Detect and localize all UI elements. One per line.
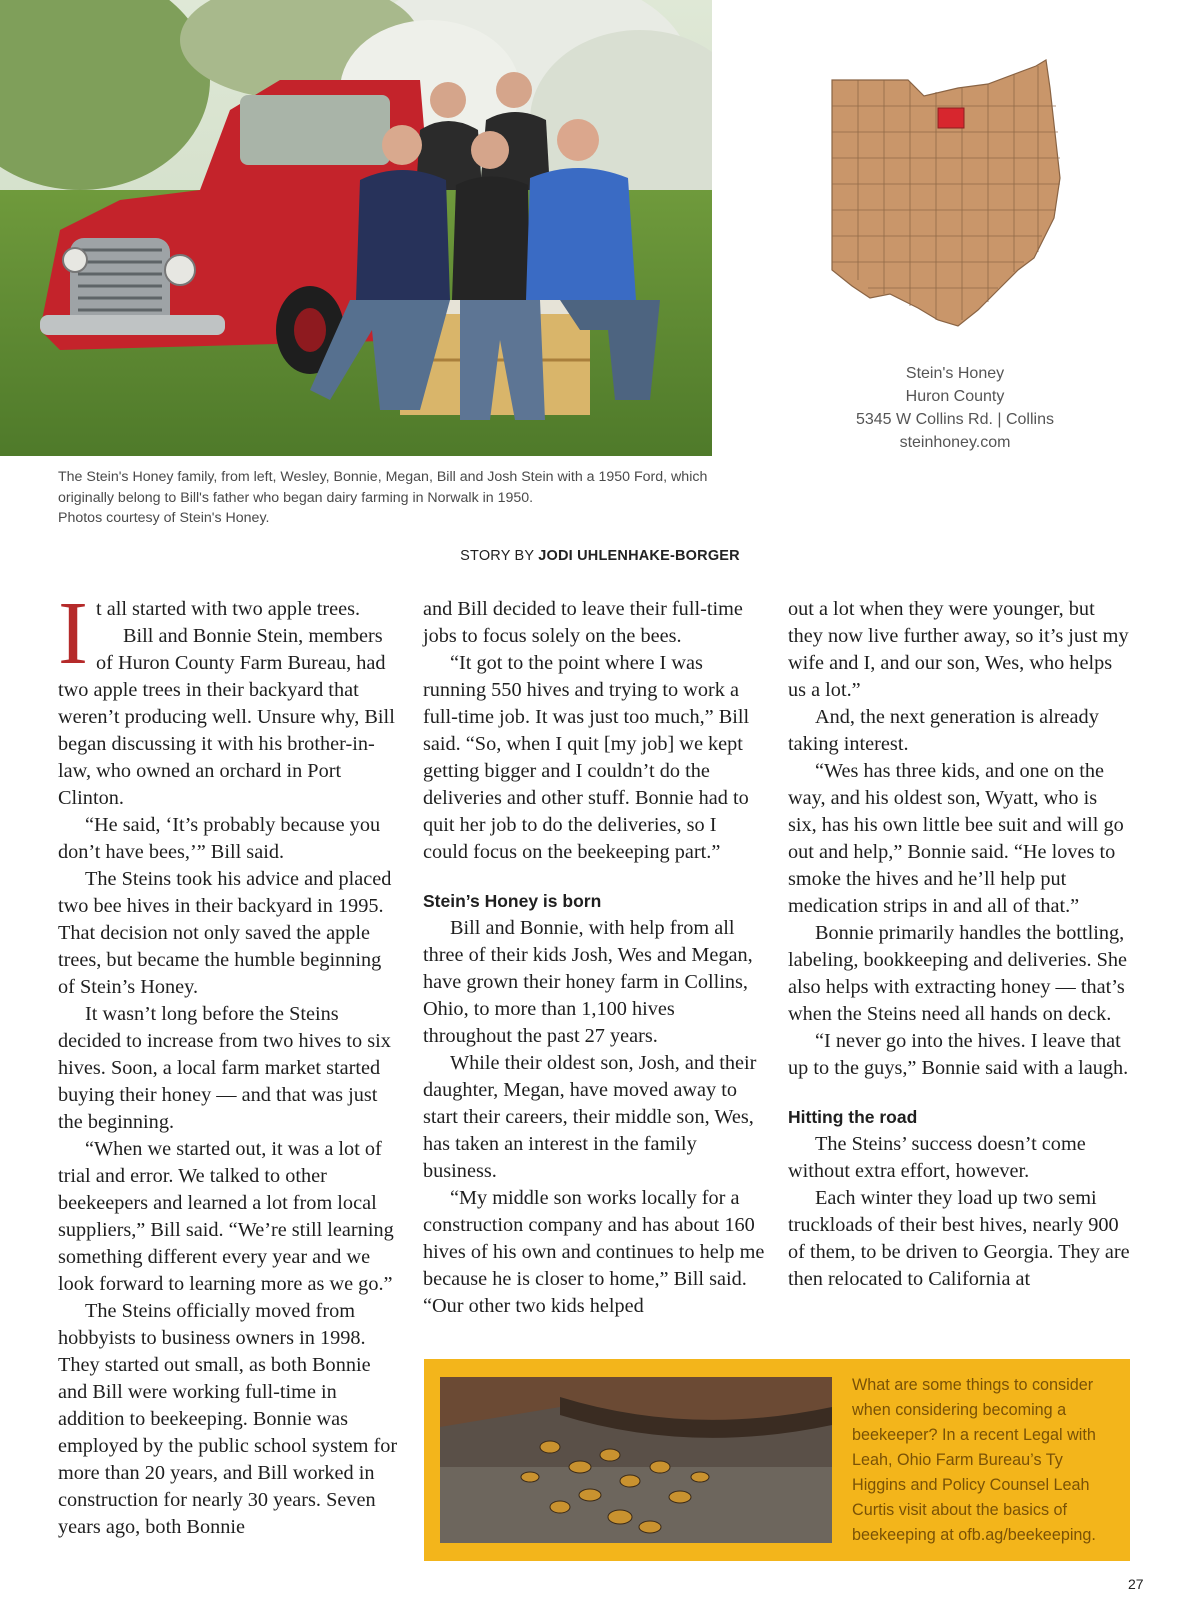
- article-paragraph: While their oldest son, Josh, and their daughter, Megan, have moved away to start their careers, their middle son, Wes, has taken an interest in the family business.: [423, 1052, 757, 1182]
- beekeeping-callout[interactable]: [424, 1359, 1130, 1561]
- byline-prefix: STORY BY: [460, 548, 539, 564]
- drop-cap: I: [58, 584, 88, 683]
- article-paragraph: “When we started out, it was a lot of trial and error. We talked to other beekeepers and learned a lot from local suppliers,” Bill said. “We’re still learning something different every year and we look forward to learning more as we go.”: [58, 1138, 394, 1295]
- article-paragraph: It all started with two apple trees. Bill and Bonnie Stein, members of Huron County Farm Bureau, had two apple trees in their backyard that weren’t producing well. Unsure why, Bill began discussing it with his brother-in-law, who owned an orchard in Port Clinton.: [58, 584, 395, 809]
- article-column-3: [788, 596, 1130, 1293]
- photo-caption: [58, 467, 758, 529]
- huron-county-highlight: [938, 108, 964, 128]
- article-paragraph: and Bill decided to leave their full-time jobs to focus solely on the bees.: [423, 598, 743, 647]
- family-photo: [0, 0, 712, 456]
- caption-line: The Stein's Honey family, from left, Wesley, Bonnie, Megan, Bill and Josh Stein with a 1950 Ford, which: [58, 469, 708, 485]
- article-paragraph: “I never go into the hives. I leave that up to the guys,” Bonnie said with a laugh.: [788, 1030, 1129, 1079]
- callout-text: What are some things to consider when considering becoming a beekeeper? In a recent Legal with Leah, Ohio Farm Bureau’s Ty Higgins and Policy Counsel Leah Curtis visit about the basics of beekeeping at ofb.ag/beekeeping.: [852, 1376, 1096, 1544]
- article-paragraph: “He said, ‘It’s probably because you don’t have bees,’” Bill said.: [58, 814, 381, 863]
- business-name: Stein's Honey: [905, 365, 1005, 382]
- section-heading: Hitting the road: [788, 1107, 918, 1127]
- article-column-2: [423, 596, 765, 1320]
- business-info: [830, 362, 1080, 454]
- page-number: 27: [1128, 1576, 1144, 1592]
- article-paragraph: The Steins officially moved from hobbyists to business owners in 1998. They started out small, as both Bonnie and Bill were working full-time in addition to beekeeping. Bonnie was employed by the public school system for more than 20 years, and Bill worked in construction for nearly 30 years. Seven years ago, both Bonnie: [58, 1300, 398, 1538]
- ohio-shape: [832, 60, 1060, 326]
- article-paragraph: out a lot when they were younger, but they now live further away, so it’s just my wife and I, and our son, Wes, who helps us a lot.”: [788, 598, 1129, 701]
- ohio-county-map: [828, 58, 1084, 334]
- article-paragraph: “Wes has three kids, and one on the way, and his oldest son, Wyatt, who is six, has his own little bee suit and will go out and help,” Bonnie said. “He loves to smoke the hives and he’ll help put medication strips in and all of that.”: [788, 760, 1124, 917]
- article-paragraph: “My middle son works locally for a construction company and has about 160 hives of his own and continues to help me because he is closer to home,” Bill said. “Our other two kids helped: [423, 1187, 765, 1317]
- article-paragraph: And, the next generation is already taking interest.: [788, 706, 1099, 755]
- business-address: 5345 W Collins Rd. | Collins: [855, 411, 1054, 428]
- caption-line: originally belong to Bill's father who began dairy farming in Norwalk in 1950.: [58, 489, 534, 506]
- byline: [0, 548, 1200, 564]
- article-paragraph: “It got to the point where I was running 550 hives and trying to work a full-time job. It was just too much,” Bill said. “So, when I quit [my job] we kept getting bigger and I couldn’t do the deliveries and other stuff. Bonnie had to quit her job to do the deliveries, so I could focus on the beekeeping part.”: [423, 652, 750, 863]
- bees-photo: [440, 1377, 832, 1543]
- article-paragraph: Bill and Bonnie, with help from all three of their kids Josh, Wes and Megan, have grown their honey farm in Collins, Ohio, to more than 1,100 hives throughout the past 27 years.: [423, 917, 753, 1047]
- business-website[interactable]: steinhoney.com: [899, 434, 1011, 451]
- section-heading: Stein’s Honey is born: [423, 891, 602, 911]
- caption-credit: Photos courtesy of Stein's Honey.: [58, 510, 270, 526]
- article-paragraph: Each winter they load up two semi truckloads of their best hives, nearly 900 of them, to be driven to Georgia. They are then relocated to California at: [788, 1187, 1130, 1290]
- article-paragraph: The Steins’ success doesn’t come without extra effort, however.: [788, 1133, 1086, 1182]
- county-name: Huron County: [905, 388, 1005, 405]
- byline-author: JODI UHLENHAKE-BORGER: [538, 548, 740, 564]
- article-column-1: [58, 584, 400, 1541]
- article-paragraph: It wasn’t long before the Steins decided to increase from two hives to six hives. Soon, a local farm market started buying their honey — and that was just the beginning.: [58, 1003, 391, 1133]
- article-paragraph: Bonnie primarily handles the bottling, labeling, bookkeeping and deliveries. She also helps with extracting honey — that’s when the Steins need all hands on deck.: [788, 922, 1128, 1025]
- article-paragraph: The Steins took his advice and placed two bee hives in their backyard in 1995. That decision not only saved the apple trees, but became the humble beginning of Stein’s Honey.: [58, 868, 392, 998]
